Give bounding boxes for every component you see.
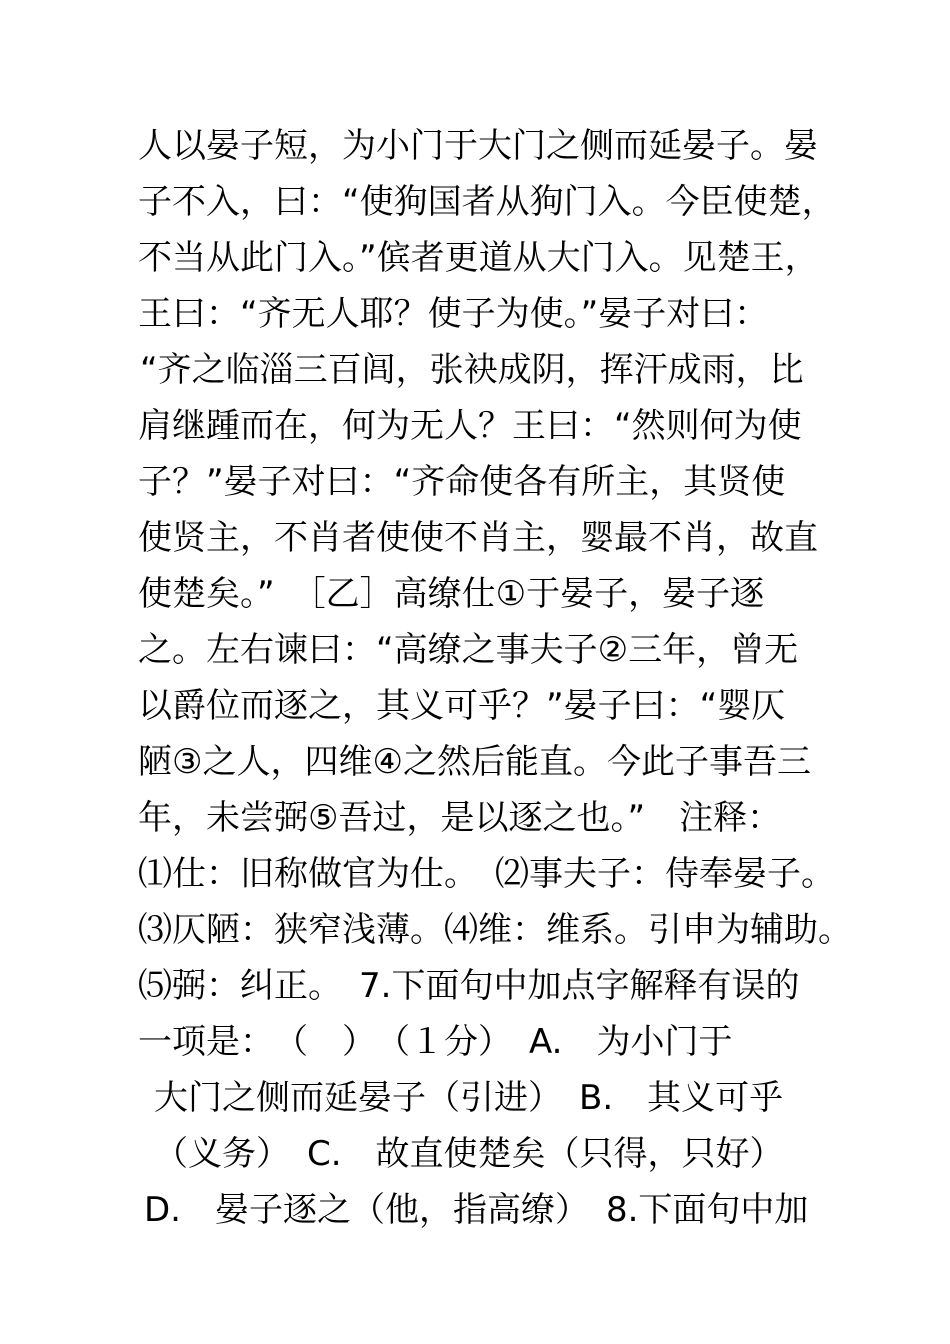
- text-line: 之。左右谏曰：“高缭之事夫子②三年，曾无: [138, 630, 799, 670]
- text-line: （义务） C. 故直使楚矣（只得，只好）: [154, 1134, 784, 1174]
- text-line: 陋③之人，四维④之然后能直。今此子事吾三: [138, 742, 811, 782]
- text-line: 王曰：“齐无人耶？使子为使。”晏子对曰：: [138, 294, 769, 334]
- text-line: 使楚矣。” ［乙］高缭仕①于晏子，晏子逐: [138, 574, 765, 614]
- text-line: ⑸弼：纠正。 7.下面句中加点字解释有误的: [138, 966, 800, 1006]
- text-line: “齐之临淄三百闾，张袂成阴，挥汗成雨，比: [140, 350, 804, 390]
- text-line: 以爵位而逐之，其义可乎？”晏子曰：“婴仄: [138, 686, 786, 726]
- text-line: 年，未尝弼⑤吾过，是以逐之也。” 注释：: [138, 798, 782, 838]
- text-line: ⑶仄陋：狭窄浅薄。⑷维：维系。引申为辅助。: [138, 910, 852, 950]
- text-line: 一项是： （ ） （１分） A. 为小门于: [138, 1022, 733, 1062]
- text-line: ⑴仕：旧称做官为仕。 ⑵事夫子：侍奉晏子。: [138, 854, 835, 894]
- text-line: 子不入，曰：“使狗国者从狗门入。今臣使楚，: [138, 182, 836, 222]
- text-line: D. 晏子逐之（他，指高缭） 8.下面句中加: [144, 1190, 809, 1230]
- text-line: 使贤主，不肖者使使不肖主，婴最不肖，故直: [138, 518, 818, 558]
- text-line: 人以晏子短，为小门于大门之侧而延晏子。晏: [138, 126, 818, 166]
- text-line: 子？”晏子对曰：“齐命使各有所主，其贤使: [138, 462, 786, 502]
- text-line: 大门之侧而延晏子（引进） B. 其义可乎: [154, 1078, 784, 1118]
- text-line: 不当从此门入。”傧者更道从大门入。见楚王，: [138, 238, 819, 278]
- text-line: 肩继踵而在，何为无人？王曰：“然则何为使: [138, 406, 802, 446]
